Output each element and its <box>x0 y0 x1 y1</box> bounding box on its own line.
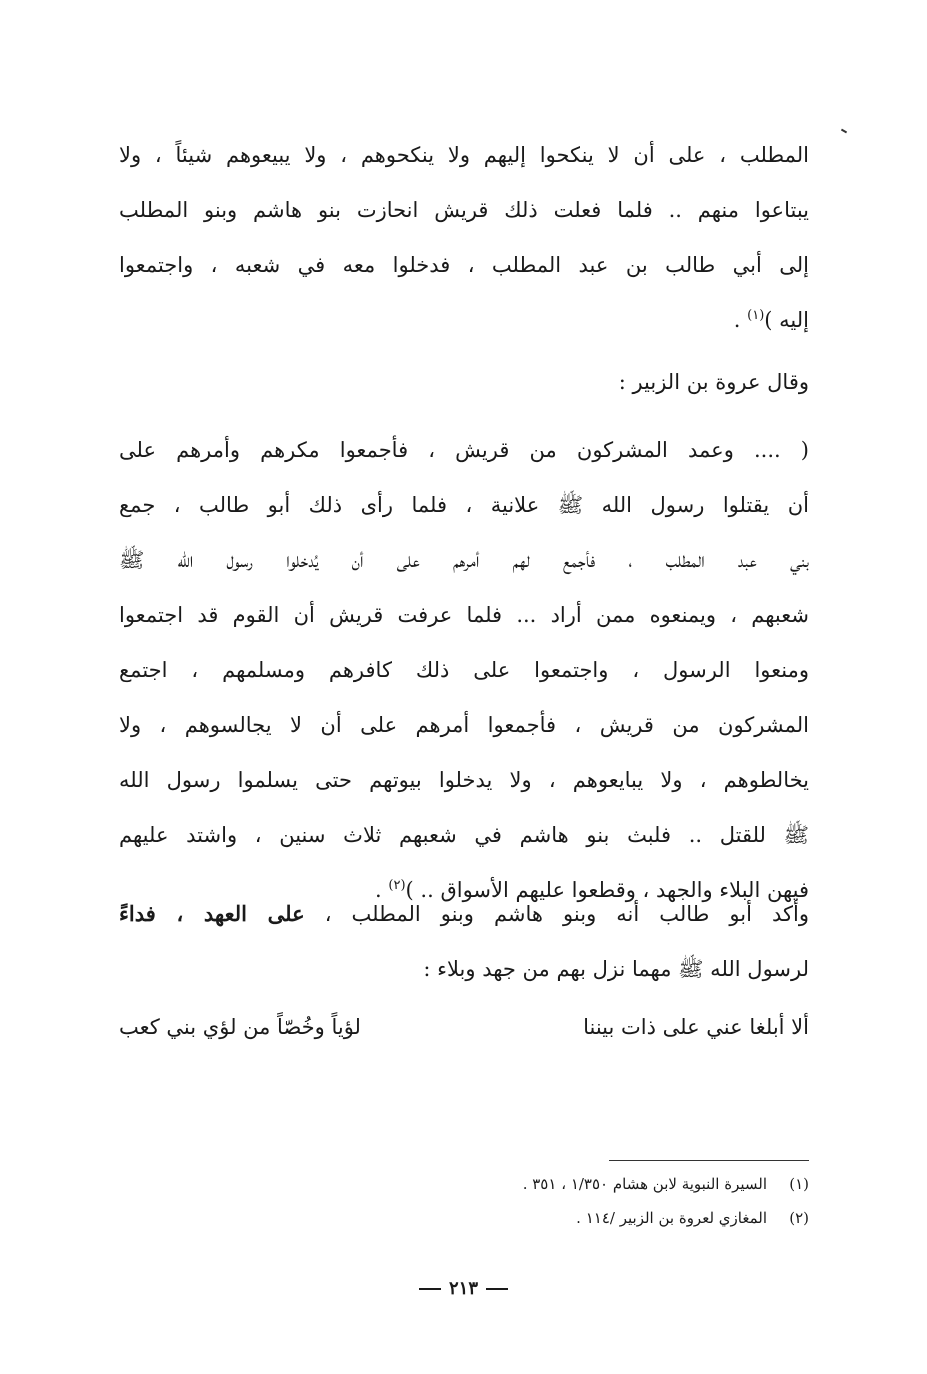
verse-hemistich-1: ألا أبلغا عني على ذات بيننا <box>583 1015 809 1039</box>
text-line: لرسول الله ﷺ مهما نزل بهم من جهد وبلاء : <box>423 957 809 981</box>
text-line: المشركون من قريش ، فأجمعوا أمرهم على أن لا يجالسوهم ، ولا <box>119 713 809 737</box>
text-fragment: وأكد أبو طالب أنه وبنو هاشم وبنو المطلب ، <box>304 902 809 926</box>
paragraph-1 <box>119 128 809 348</box>
footnote-ref-2: (٢) <box>388 878 406 893</box>
footnote-2 <box>119 1206 809 1230</box>
text-line: وقال عروة بن الزبير : <box>618 370 809 394</box>
text-line: شعبهم ، ويمنعوه ممن أراد ... فلما عرفت قريش أن القوم قد اجتمعوا <box>119 603 809 627</box>
paragraph-2 <box>119 355 809 410</box>
text-line: أن يقتلوا رسول الله ﷺ علانية ، فلما رأى ذلك أبو طالب ، جمع <box>119 493 809 517</box>
text-line: ( .... وعمد المشركون من قريش ، فأجمعوا مكرهم وأمرهم على <box>119 438 809 462</box>
footnote-ref-1: (١) <box>747 308 765 323</box>
text-line: المطلب ، على أن لا ينكحوا إليهم ولا ينكحوهم ، ولا يبيعوهم شيئاً ، ولا <box>119 143 809 167</box>
footnote-1 <box>119 1172 809 1196</box>
paragraph-4 <box>119 886 809 997</box>
footnote-number: (٢) <box>789 1209 809 1227</box>
dash-decoration <box>419 1288 441 1290</box>
text-line: يخالطوهم ، ولا يبايعوهم ، ولا يدخلوا بيوتهم حتى يسلموا رسول الله <box>119 768 809 792</box>
text-fragment: . <box>375 878 389 902</box>
text-line: يبتاعوا منهم .. فلما فعلت ذلك قريش انحازت بنو هاشم وبنو المطلب <box>119 198 809 222</box>
text-fragment: . <box>733 308 748 332</box>
footnote-number: (١) <box>789 1175 809 1193</box>
text-line: إلى أبي طالب بن عبد المطلب ، فدخلوا معه في شعبه ، واجتمعوا <box>119 253 809 277</box>
dash-decoration <box>486 1288 508 1290</box>
footnote-text: السيرة النبوية لابن هشام ١/٣٥٠ ، ٣٥١ . <box>522 1175 767 1193</box>
corner-mark <box>841 129 847 134</box>
paragraph-3-quotation <box>119 423 809 918</box>
text-line: ومنعوا الرسول ، واجتمعوا على ذلك كافرهم ومسلمهم ، اجتمع <box>119 658 809 682</box>
verse-hemistich-2: لؤياً وخُصّاً من لؤي بني كعب <box>119 1015 361 1039</box>
text-line: ﷺ للقتل .. فلبث بنو هاشم في شعبهم ثلاث سنين ، واشتد عليهم <box>119 823 809 847</box>
page-number-text: ٢١٣ <box>448 1278 478 1299</box>
page-number <box>0 1278 927 1299</box>
text-line: بني عبد المطلب ، فأجمع لهم أمرهم على أن يُدخلوا رسول الله ﷺ <box>119 548 809 572</box>
text-line <box>119 886 809 942</box>
poetry-verse <box>119 1000 809 1055</box>
footnote-text: المغازي لعروة بن الزبير /١١٤ . <box>576 1209 767 1227</box>
bold-text: على العهد ، فداءً <box>119 901 305 926</box>
text-fragment: فيهن البلاء والجهد ، وقطعوا عليهم الأسواق .. ) <box>405 878 809 902</box>
footnote-divider <box>609 1160 809 1161</box>
text-fragment: إليه ) <box>764 308 809 332</box>
text-line <box>119 293 809 348</box>
